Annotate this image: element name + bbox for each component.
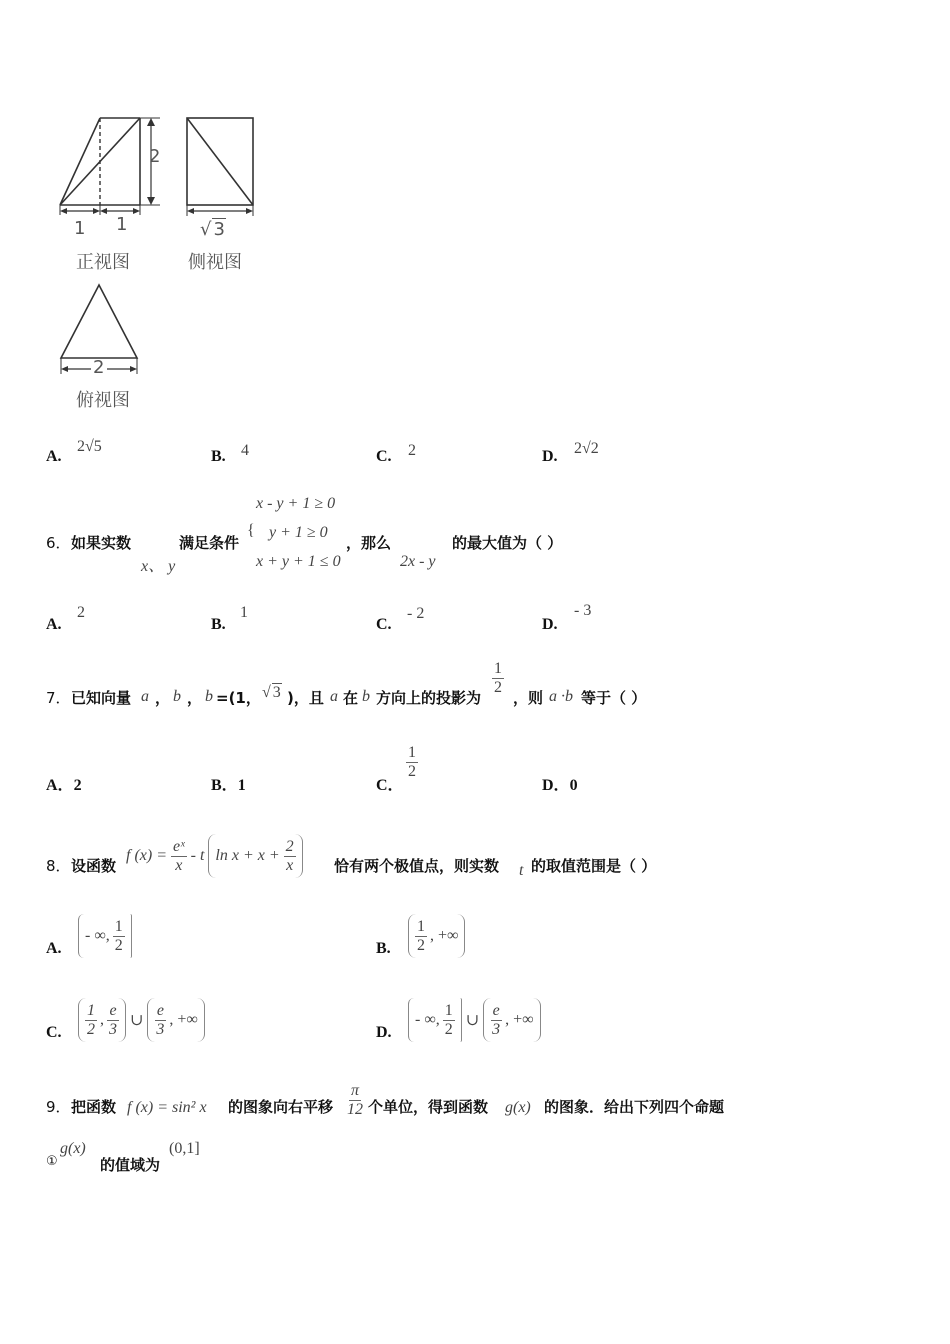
q7-comma-1: ，	[155, 689, 171, 707]
q7-sqrt3: √ 3	[262, 684, 281, 701]
q9-item-1-marker: ①	[46, 1154, 58, 1169]
q7-text-5: ，则	[513, 689, 544, 707]
q6-condition-3: x + y + 1 ≤ 0	[256, 553, 341, 570]
q8-option-d[interactable]: D.	[376, 1024, 392, 1041]
q7-option-c-fraction: $\frac{1}{2}$	[408, 744, 416, 780]
q6-text-2: 满足条件	[179, 534, 240, 552]
front-right-width-label: 1	[116, 214, 128, 235]
q9-function-f: f (x) = sin² x	[127, 1099, 207, 1116]
q8-number: 8．	[46, 857, 71, 875]
q9-shift-fraction: $\frac{\pi}{12}$	[347, 1082, 363, 1118]
q7-text-4: 方向上的投影为	[376, 689, 482, 707]
q8-text-3: 的取值范围是（ ）	[531, 857, 657, 875]
q6-condition-1: x - y + 1 ≥ 0	[256, 495, 336, 512]
q6-expression: 2x - y	[400, 553, 436, 570]
q9-text-1: 把函数	[71, 1098, 117, 1116]
q5-option-d[interactable]: D.	[542, 448, 558, 465]
q7-option-d[interactable]: D．0	[542, 777, 578, 794]
q8-text-2: 恰有两个极值点，则实数	[334, 857, 500, 875]
q6-text-3: ，那么	[346, 534, 392, 552]
q5-option-a[interactable]: A.	[46, 448, 62, 465]
q7-text-6: 等于（ ）	[581, 689, 647, 707]
q8-option-b-interval: $\frac{1}{2}$ , +∞	[408, 914, 465, 958]
q8-option-b[interactable]: B.	[376, 940, 391, 957]
q9-number: 9．	[46, 1098, 71, 1116]
q8-variable-t: t	[519, 862, 524, 879]
q6-option-a[interactable]: A.	[46, 616, 62, 633]
q9-item-1-range: (0,1]	[169, 1140, 200, 1157]
q6-option-b[interactable]: B.	[211, 616, 226, 633]
q6-number: 6．	[46, 534, 71, 552]
q7-comma-2: ，	[187, 689, 203, 707]
q7-text-2: )，且	[287, 689, 324, 707]
side-width-label: √ 3	[200, 219, 225, 240]
q7-text-3: 在	[343, 689, 359, 707]
q7-dot-product: a ·b	[549, 688, 573, 705]
q8-function: f (x) = $\frac{\text{eˣ}}{x}$ - t ln x + x + $\frac{2}{x}$	[126, 832, 303, 880]
q7-b-equals: =(1，	[216, 689, 261, 707]
q6-option-d-value: - 3	[574, 602, 592, 619]
q6-option-a-value: 2	[77, 604, 85, 621]
q7-vector-b-2: b	[205, 688, 213, 705]
q7-option-c[interactable]: C．	[376, 777, 404, 794]
q8-option-a-interval: - ∞, $\frac{1}{2}$	[78, 914, 132, 958]
q5-option-c[interactable]: C.	[376, 448, 392, 465]
q6-option-b-value: 1	[240, 604, 248, 621]
q7-option-a[interactable]: A．2	[46, 777, 82, 794]
q6-text-1: 如果实数	[71, 534, 132, 552]
q5-option-b-value: 4	[241, 442, 249, 459]
q7-vector-b-3: b	[362, 688, 370, 705]
height-label: 2	[149, 146, 161, 167]
q9-item-1-text: 的值域为	[100, 1156, 161, 1174]
top-width-label: 2	[93, 357, 105, 378]
q9-text-2: 的图象向右平移	[228, 1098, 334, 1116]
q9-item-1-g: g(x)	[60, 1140, 86, 1157]
q9-function-g: g(x)	[505, 1099, 531, 1116]
q7-vector-b: b	[173, 688, 181, 705]
q6-option-c[interactable]: C.	[376, 616, 392, 633]
q5-option-d-value: 2√2	[574, 440, 599, 457]
q7-half-fraction: $\frac{1}{2}$	[494, 660, 502, 696]
front-view-label: 正视图	[76, 252, 130, 273]
q9-text-4: 的图象．给出下列四个命题	[544, 1098, 725, 1116]
q7-option-b[interactable]: B．1	[211, 777, 246, 794]
q8-option-c[interactable]: C.	[46, 1024, 62, 1041]
q7-number: 7．	[46, 689, 71, 707]
q6-text-4: 的最大值为（ ）	[452, 534, 563, 552]
front-view-figure	[55, 110, 170, 240]
q9-text-3: 个单位，得到函数	[368, 1098, 489, 1116]
q7-vector-a: a	[141, 688, 149, 705]
q8-text-1: 设函数	[71, 857, 117, 875]
q6-brace: {	[247, 522, 255, 539]
q8-option-d-interval: - ∞, $\frac{1}{2}$ ∪ $\frac{e}{3}$ , +∞	[408, 998, 541, 1042]
q7-text-1: 已知向量	[71, 689, 132, 707]
q6-condition-2: y + 1 ≥ 0	[269, 524, 328, 541]
front-left-width-label: 1	[74, 218, 86, 239]
q5-option-c-value: 2	[408, 442, 416, 459]
top-view-label: 俯视图	[76, 390, 130, 411]
side-view-label: 侧视图	[188, 252, 242, 273]
q8-option-a[interactable]: A.	[46, 940, 62, 957]
q7-vector-a-2: a	[330, 688, 338, 705]
q6-option-d[interactable]: D.	[542, 616, 558, 633]
q5-option-b[interactable]: B.	[211, 448, 226, 465]
q6-vars: x、 y	[141, 558, 176, 575]
q5-option-a-value: 2√5	[77, 438, 102, 455]
q6-option-c-value: - 2	[407, 605, 425, 622]
q8-option-c-interval: $\frac{1}{2}$ , $\frac{e}{3}$ ∪ $\frac{e}{3}$ , +∞	[78, 998, 205, 1042]
